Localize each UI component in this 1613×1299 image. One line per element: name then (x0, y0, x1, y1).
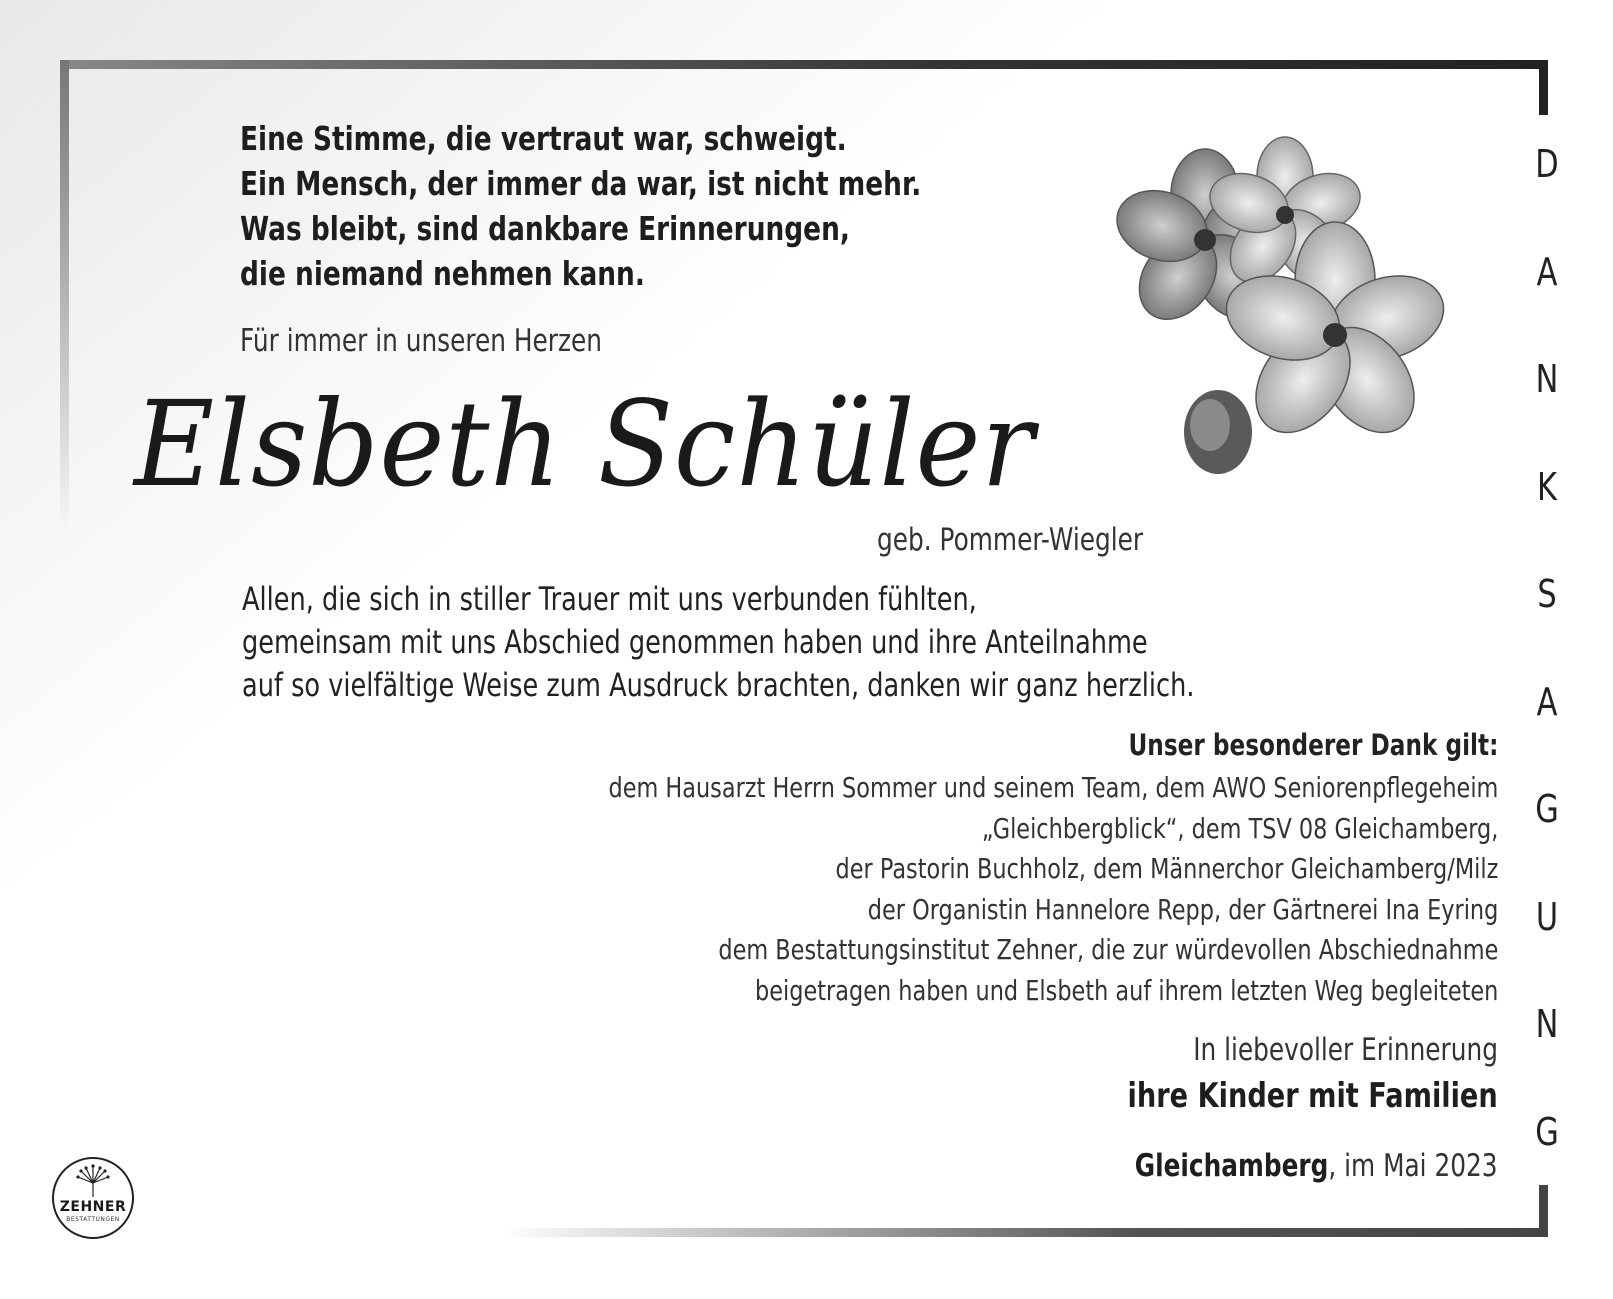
side-letter: U (1535, 894, 1559, 939)
frame-right-top-border (1539, 60, 1548, 115)
poem (240, 116, 921, 296)
danksagung-vertical (1512, 140, 1582, 1215)
side-letter: G (1535, 787, 1559, 831)
side-letter: G (1535, 1109, 1559, 1154)
forever-line: Für immer in unseren Herzen (240, 323, 602, 359)
special-thanks-line: dem Bestattungsinstitut Zehner, die zur würdevollen Abschiednahme (718, 933, 1498, 966)
thanks-line: Allen, die sich in stiller Trauer mit uns verbunden fühlten, (242, 580, 977, 618)
zehner-logo (52, 1157, 134, 1239)
date: , im Mai 2023 (1328, 1148, 1498, 1184)
frame-bottom-border (500, 1228, 1548, 1237)
poem-line: Eine Stimme, die vertraut war, schweigt. (240, 119, 847, 158)
frame-left-border (60, 60, 69, 530)
dandelion-icon (54, 1161, 132, 1201)
special-thanks-line: dem Hausarzt Herrn Sommer und seinem Team, dem AWO Seniorenpflegeheim (608, 771, 1498, 804)
side-letter: D (1535, 142, 1559, 186)
special-thanks-line: beigetragen haben und Elsbeth auf ihrem letzten Weg begleiteten (754, 973, 1498, 1007)
side-letter: N (1535, 357, 1559, 401)
special-thanks-line: der Pastorin Buchholz, dem Männerchor Gleichamberg/Milz (835, 852, 1498, 885)
closing-line: In liebevoller Erinnerung (1193, 1032, 1498, 1068)
birth-name: geb. Pommer-Wiegler (877, 522, 1144, 558)
poem-line: die niemand nehmen kann. (240, 254, 645, 293)
logo-name: ZEHNER (59, 1199, 127, 1215)
side-letter: S (1537, 572, 1557, 616)
deceased-name: Elsbeth Schüler (134, 375, 1035, 513)
poem-line: Was bleibt, sind dankbare Erinnerungen, (240, 209, 850, 248)
frame-top-border (60, 60, 1548, 69)
signature: ihre Kinder mit Familien (1127, 1076, 1498, 1116)
side-letter: K (1537, 464, 1557, 509)
side-letter: A (1536, 249, 1558, 294)
thanks-line: auf so vielfältige Weise zum Ausdruck brachten, danken wir ganz herzlich. (242, 666, 1195, 704)
logo-subtitle: BESTATTUNGEN (66, 1216, 120, 1223)
thanks-paragraph (242, 578, 1194, 707)
special-thanks-line: „Gleichbergblick“, dem TSV 08 Gleichamberg, (981, 811, 1498, 845)
thanks-line: gemeinsam mit uns Abschied genommen haben und ihre Anteilnahme (242, 623, 1148, 661)
side-letter: A (1536, 679, 1558, 724)
special-thanks-heading: Unser besonderer Dank gilt: (1128, 728, 1498, 762)
special-thanks-line: der Organistin Hannelore Repp, der Gärtnerei Ina Eyring (867, 892, 1498, 926)
special-thanks-list (608, 768, 1498, 1011)
place-date (1135, 1148, 1498, 1184)
poem-line: Ein Mensch, der immer da war, ist nicht mehr. (240, 164, 922, 203)
side-letter: N (1535, 1002, 1559, 1046)
place: Gleichamberg (1135, 1148, 1329, 1184)
